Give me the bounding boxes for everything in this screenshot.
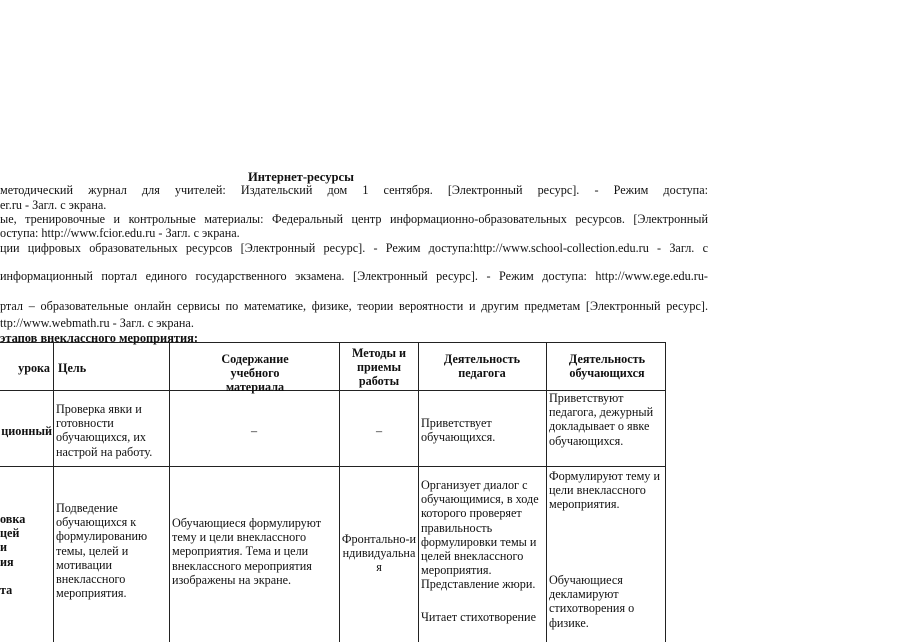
header-teacher: Деятельность педагога: [443, 352, 521, 381]
header-goal: Цель: [58, 361, 87, 375]
section-title: Интернет-ресурсы: [248, 170, 354, 184]
row1-teacher: Приветствует обучающихся.: [421, 416, 496, 445]
table-rule: [169, 342, 170, 642]
resource-line-8: ttp://www.webmath.ru - Загл. с экрана.: [0, 316, 194, 330]
row2-content: Обучающиеся формулируют тему и цели внеклассного мероприятия. Тема и цели внеклассного мероприятия изображены на экране.: [172, 516, 322, 587]
row2-students-1: Формулируют тему и цели внеклассного мероприятия.: [549, 469, 660, 512]
header-content: Содержание учебного материала: [221, 352, 289, 395]
row2-teacher-2: Читает стихотворение: [421, 610, 536, 624]
row1-stage: ционный: [1, 424, 52, 438]
table-rule: [546, 342, 547, 642]
row1-content: –: [250, 424, 258, 438]
resource-line-6: информационный портал единого государственного экзамена. [Электронный ресурс]. - Режим доступа: http://www.ege.edu.ru-: [0, 269, 708, 283]
row2-stage-line: и: [0, 540, 8, 555]
row2-stage-line: ия: [0, 554, 14, 569]
table-rule: [53, 342, 54, 642]
row2-goal: Подведение обучающихся к формулированию темы, целей и мотивации внеклассного мероприятия.: [56, 501, 148, 601]
table-rule: [339, 342, 340, 642]
row2-stage-line: [0, 569, 52, 583]
row1-methods: –: [375, 424, 383, 438]
row2-students-2: Обучающиеся декламируют стихотворения о физике.: [549, 573, 635, 630]
lesson-stages-table: [0, 342, 668, 642]
resource-line-4: оступа: http://www.fcior.edu.ru - Загл. с экрана.: [0, 226, 240, 240]
resource-line-2: er.ru - Загл. с экрана.: [0, 198, 107, 212]
table-heading: этапов внеклассного мероприятия:: [0, 331, 198, 345]
resource-line-1: методический журнал для учителей: Издательский дом 1 сентября. [Электронный ресурс]. - Режим доступа:: [0, 183, 708, 197]
table-rule: [0, 342, 666, 343]
resource-line-7: ртал – образовательные онлайн сервисы по математике, физике, теории вероятности и другим предметам [Электронный ресурс].: [0, 299, 708, 313]
row2-methods: Фронтально-индивидуальная: [341, 532, 417, 575]
row2-stage-line: овка: [0, 512, 26, 526]
resource-line-3: ые, тренировочные и контрольные материалы: Федеральный центр информационно-образовательных ресурсов. [Электронный: [0, 212, 708, 226]
header-students: Деятельность обучающихся: [568, 352, 646, 381]
row2-stage-line: та: [0, 582, 13, 597]
row1-goal: Проверка явки и готовности обучающихся, их настрой на работу.: [56, 402, 153, 459]
row1-students: Приветствуют педагога, дежурный докладывает о явке обучающихся.: [549, 391, 654, 448]
header-methods: Методы и приемы работы: [351, 346, 407, 389]
row2-stage: [0, 512, 52, 597]
table-rule: [418, 342, 419, 642]
row2-stage-line: цей: [0, 526, 20, 541]
row2-teacher-1: Организует диалог с обучающимися, в ходе которого проверяет правильность формулировки темы и целей внеклассного мероприятия. Представление жюри.: [421, 478, 539, 592]
resource-line-5: ции цифровых образовательных ресурсов [Электронный ресурс]. - Режим доступа:http://www.school-collection.edu.ru - Загл. с: [0, 241, 708, 255]
table-rule: [0, 466, 666, 467]
header-stage: урока: [18, 361, 50, 375]
